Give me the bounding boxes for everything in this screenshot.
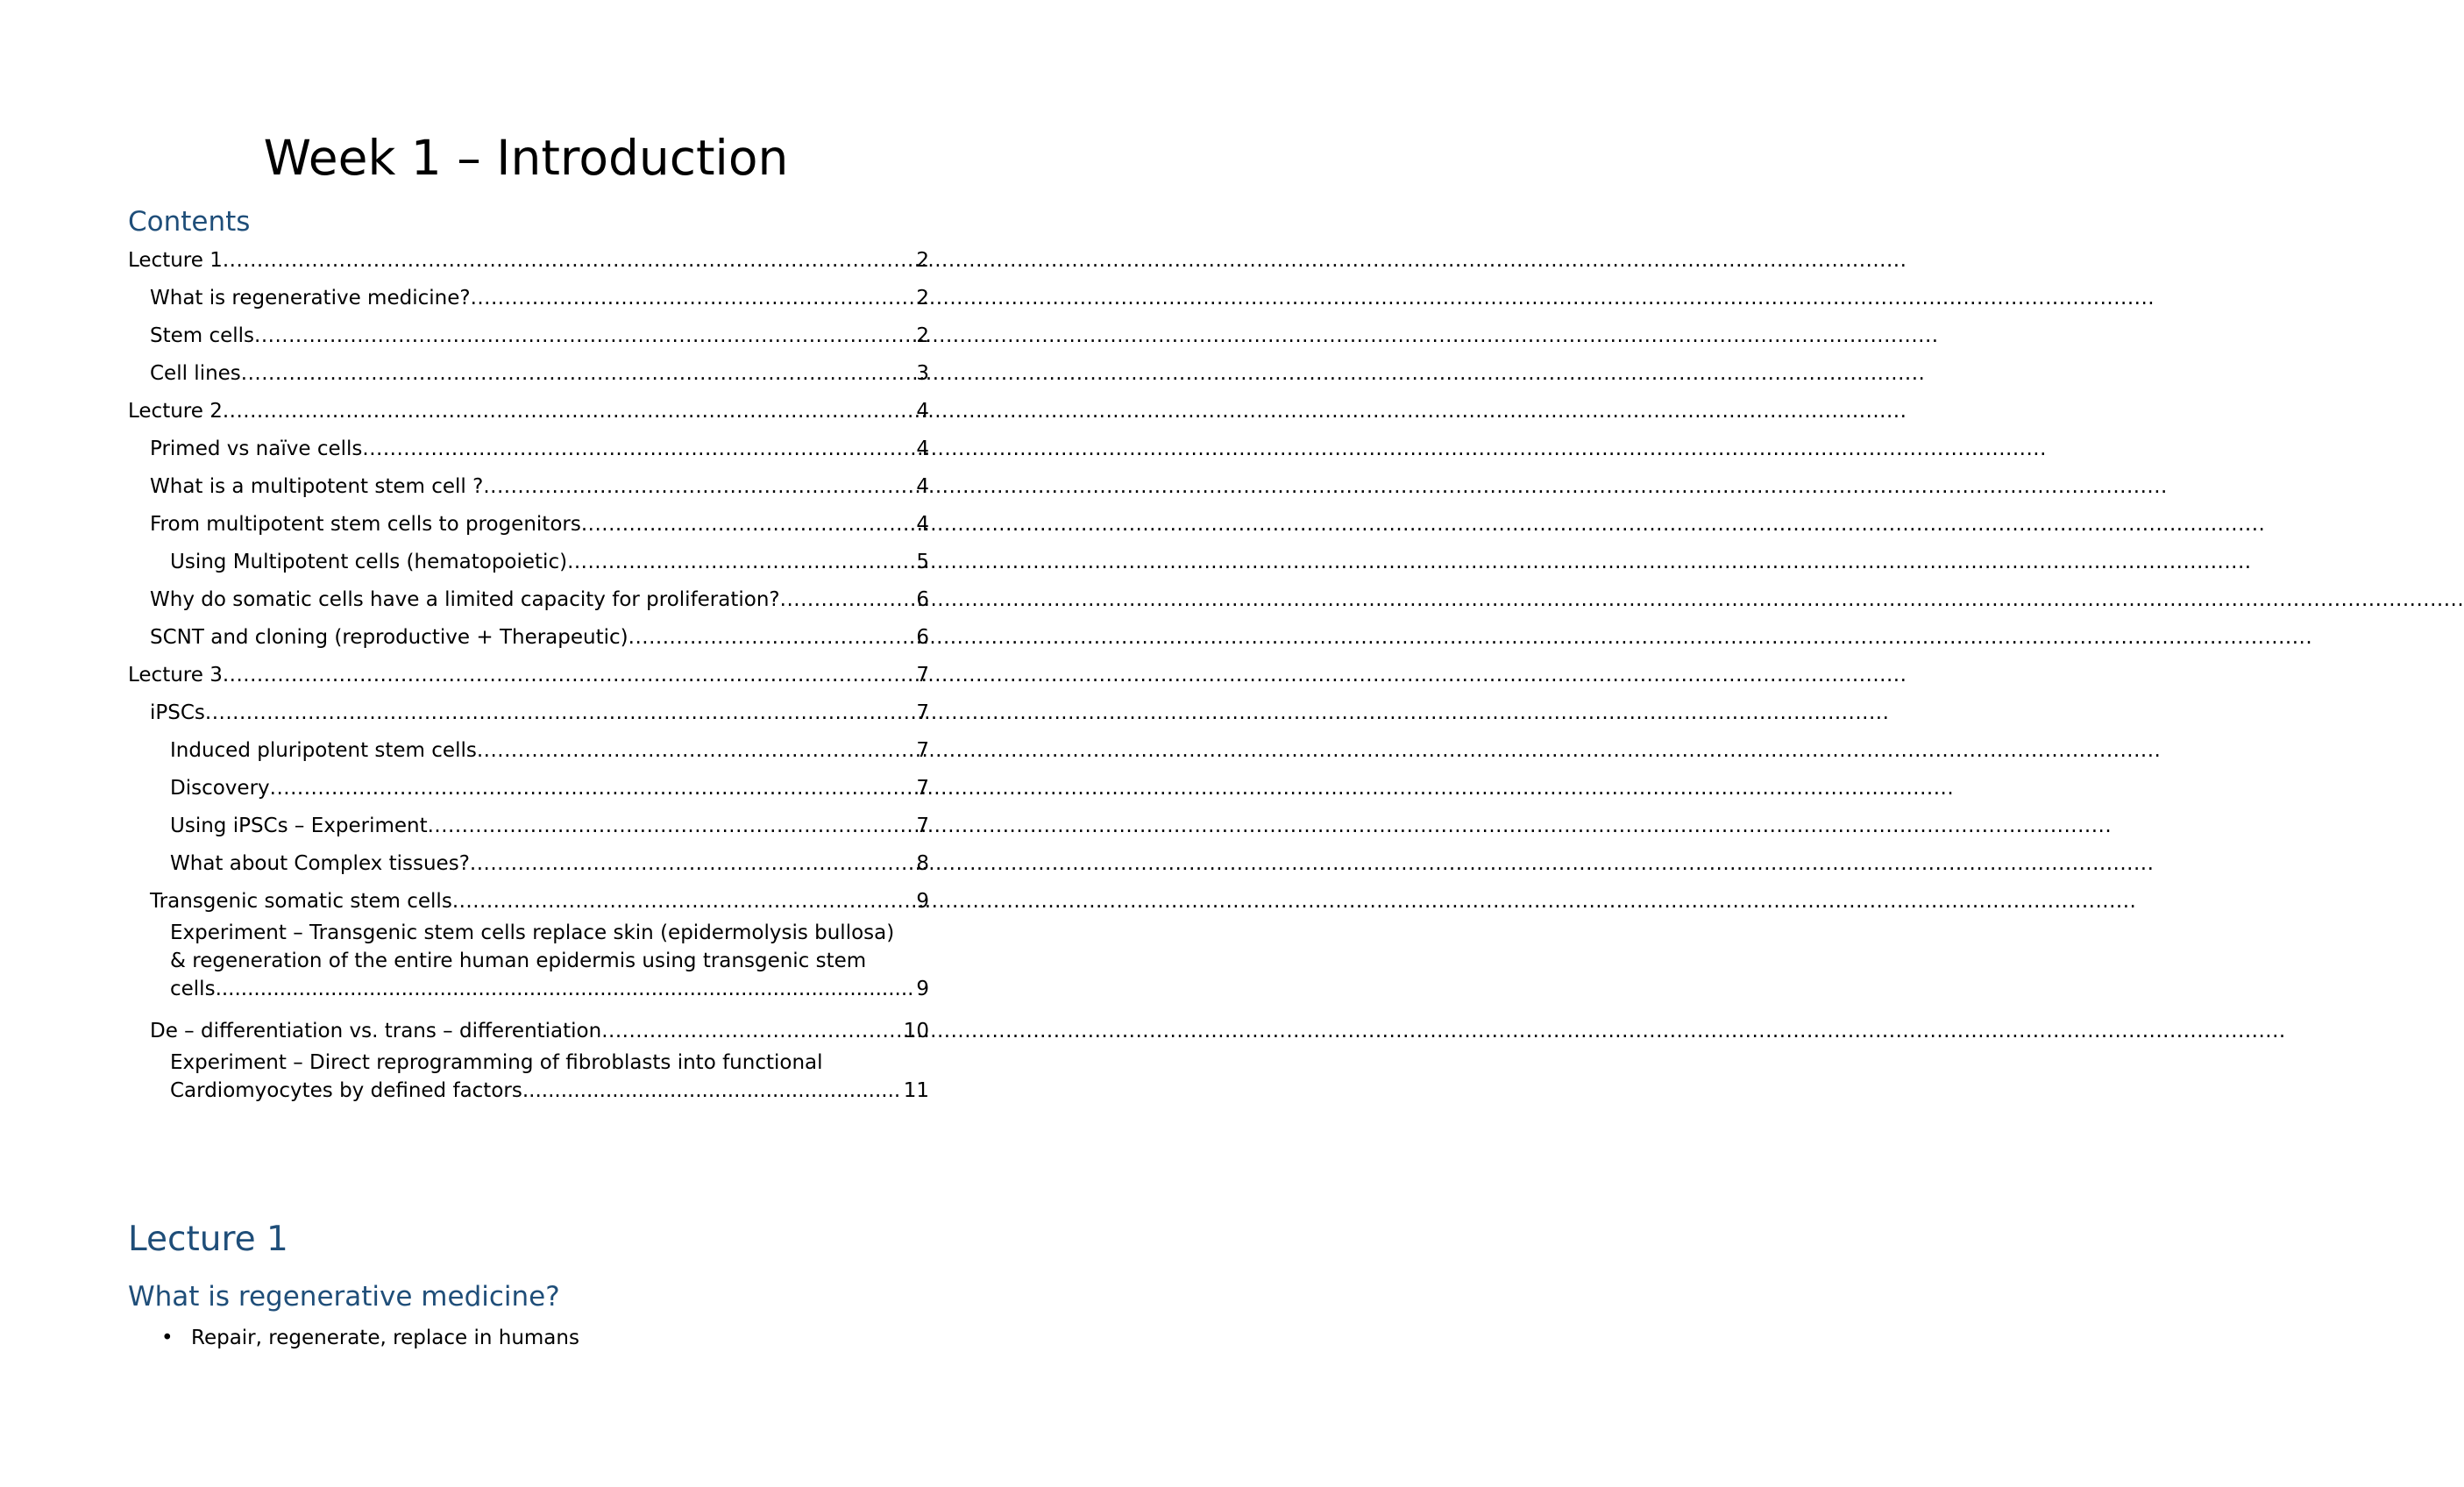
list-item-text: Repair, regenerate, replace in humans [191, 1327, 579, 1349]
toc-dot-leader [205, 699, 916, 727]
toc-page-number: 6 [916, 588, 929, 611]
toc-dot-leader [601, 1017, 904, 1045]
toc-entry[interactable] [128, 689, 929, 727]
toc-page-number: 9 [916, 978, 929, 1000]
toc-entry[interactable] [128, 237, 929, 274]
table-of-contents [128, 237, 929, 1109]
toc-entry-text: What is a multipotent stem cell ? [150, 475, 484, 498]
toc-entry[interactable] [128, 651, 929, 689]
bullet-icon: • [161, 1327, 174, 1349]
toc-entry[interactable] [128, 350, 929, 388]
toc-page-number: 7 [916, 664, 929, 687]
toc-page-number: 10 [903, 1020, 929, 1042]
toc-entry-text: Using iPSCs – Experiment [170, 815, 428, 837]
toc-page-number: 6 [916, 626, 929, 649]
toc-entry[interactable] [128, 727, 929, 765]
toc-entry-text: Induced pluripotent stem cells [170, 739, 477, 762]
toc-page-number: 4 [916, 438, 929, 460]
toc-entry-text: Discovery [170, 777, 270, 800]
list-item [128, 1324, 579, 1352]
toc-dot-leader [471, 284, 917, 312]
toc-dot-leader [628, 623, 917, 651]
toc-entry-text: Experiment – Direct reprogramming of fibroblasts into functional Cardiomyocytes by defined factors [170, 1051, 823, 1102]
toc-page-number: 2 [916, 249, 929, 272]
toc-page-number: 2 [916, 324, 929, 347]
toc-dot-leader [581, 510, 917, 538]
toc-dot-leader [780, 586, 917, 614]
toc-entry[interactable] [128, 878, 929, 915]
toc-entry-text: Primed vs naïve cells [150, 438, 363, 460]
toc-dot-leader [362, 435, 916, 463]
toc-page-number: 2 [916, 287, 929, 309]
toc-dot-leader [470, 850, 916, 878]
toc-entry[interactable] [128, 915, 929, 1007]
toc-entry-text: Transgenic somatic stem cells [150, 890, 452, 913]
toc-entry-text: Cell lines [150, 362, 241, 385]
toc-entry-text: Experiment – Transgenic stem cells replace skin (epidermolysis bullosa) & regeneration of the entire human epidermis using transgenic stem cells [170, 921, 895, 1000]
toc-entry-text: Stem cells [150, 324, 255, 347]
toc-entry[interactable] [128, 614, 929, 651]
toc-dot-leader [477, 736, 917, 765]
toc-page-number: 8 [916, 852, 929, 875]
toc-entry[interactable] [128, 802, 929, 840]
toc-entry[interactable] [128, 765, 929, 802]
toc-page-number: 7 [916, 815, 929, 837]
toc-entry[interactable] [128, 312, 929, 350]
toc-dot-leader [223, 397, 917, 425]
toc-entry-text: Lecture 2 [128, 400, 223, 423]
toc-page-number: 5 [916, 551, 929, 573]
toc-entry-text: SCNT and cloning (reproductive + Therapeutic) [150, 626, 628, 649]
toc-page-number: 4 [916, 475, 929, 498]
toc-entry[interactable] [128, 425, 929, 463]
toc-page-number: 9 [916, 890, 929, 913]
toc-page-number: 4 [916, 400, 929, 423]
toc-entry-text: What about Complex tissues? [170, 852, 470, 875]
toc-entry-text: Lecture 3 [128, 664, 223, 687]
toc-dot-leader [567, 548, 916, 576]
toc-entry[interactable] [128, 274, 929, 312]
toc-page-number: 3 [916, 362, 929, 385]
toc-dot-leader [452, 887, 917, 915]
toc-dot-leader [241, 359, 917, 388]
toc-page-number: 7 [916, 701, 929, 724]
toc-heading: Contents [128, 206, 251, 238]
toc-entry[interactable] [128, 538, 929, 576]
toc-dot-leader [254, 322, 916, 350]
toc-entry[interactable] [128, 1007, 929, 1045]
toc-dot-leader [270, 774, 917, 802]
toc-page-number: 4 [916, 513, 929, 536]
toc-entry[interactable] [128, 463, 929, 501]
toc-entry[interactable] [128, 840, 929, 878]
toc-dot-leader: ............................................................................................................. [215, 978, 914, 1000]
section-heading: Lecture 1 [128, 1220, 288, 1259]
toc-entry-text: De – differentiation vs. trans – differentiation [150, 1020, 602, 1042]
toc-page-number: 7 [916, 739, 929, 762]
toc-entry-text: From multipotent stem cells to progenitors [150, 513, 581, 536]
toc-entry-text: Why do somatic cells have a limited capacity for proliferation? [150, 588, 780, 611]
document-page [0, 0, 1052, 1487]
document-title: Week 1 – Introduction [263, 130, 789, 186]
toc-entry-text: Lecture 1 [128, 249, 223, 272]
toc-dot-leader [428, 812, 917, 840]
toc-page-number: 7 [916, 777, 929, 800]
toc-dot-leader: ........................................................... [522, 1079, 901, 1102]
toc-dot-leader [223, 661, 917, 689]
toc-entry-text: Using Multipotent cells (hematopoietic) [170, 551, 568, 573]
toc-entry-text: iPSCs [150, 701, 205, 724]
toc-dot-leader [483, 473, 916, 501]
toc-entry-text: What is regenerative medicine? [150, 287, 471, 309]
bullet-list [128, 1324, 579, 1352]
toc-entry[interactable] [128, 1045, 929, 1109]
toc-entry[interactable] [128, 501, 929, 538]
subsection-heading: What is regenerative medicine? [128, 1281, 560, 1313]
toc-entry[interactable] [128, 388, 929, 425]
toc-entry[interactable] [128, 576, 929, 614]
toc-page-number: 11 [903, 1079, 929, 1102]
toc-dot-leader [223, 246, 917, 274]
